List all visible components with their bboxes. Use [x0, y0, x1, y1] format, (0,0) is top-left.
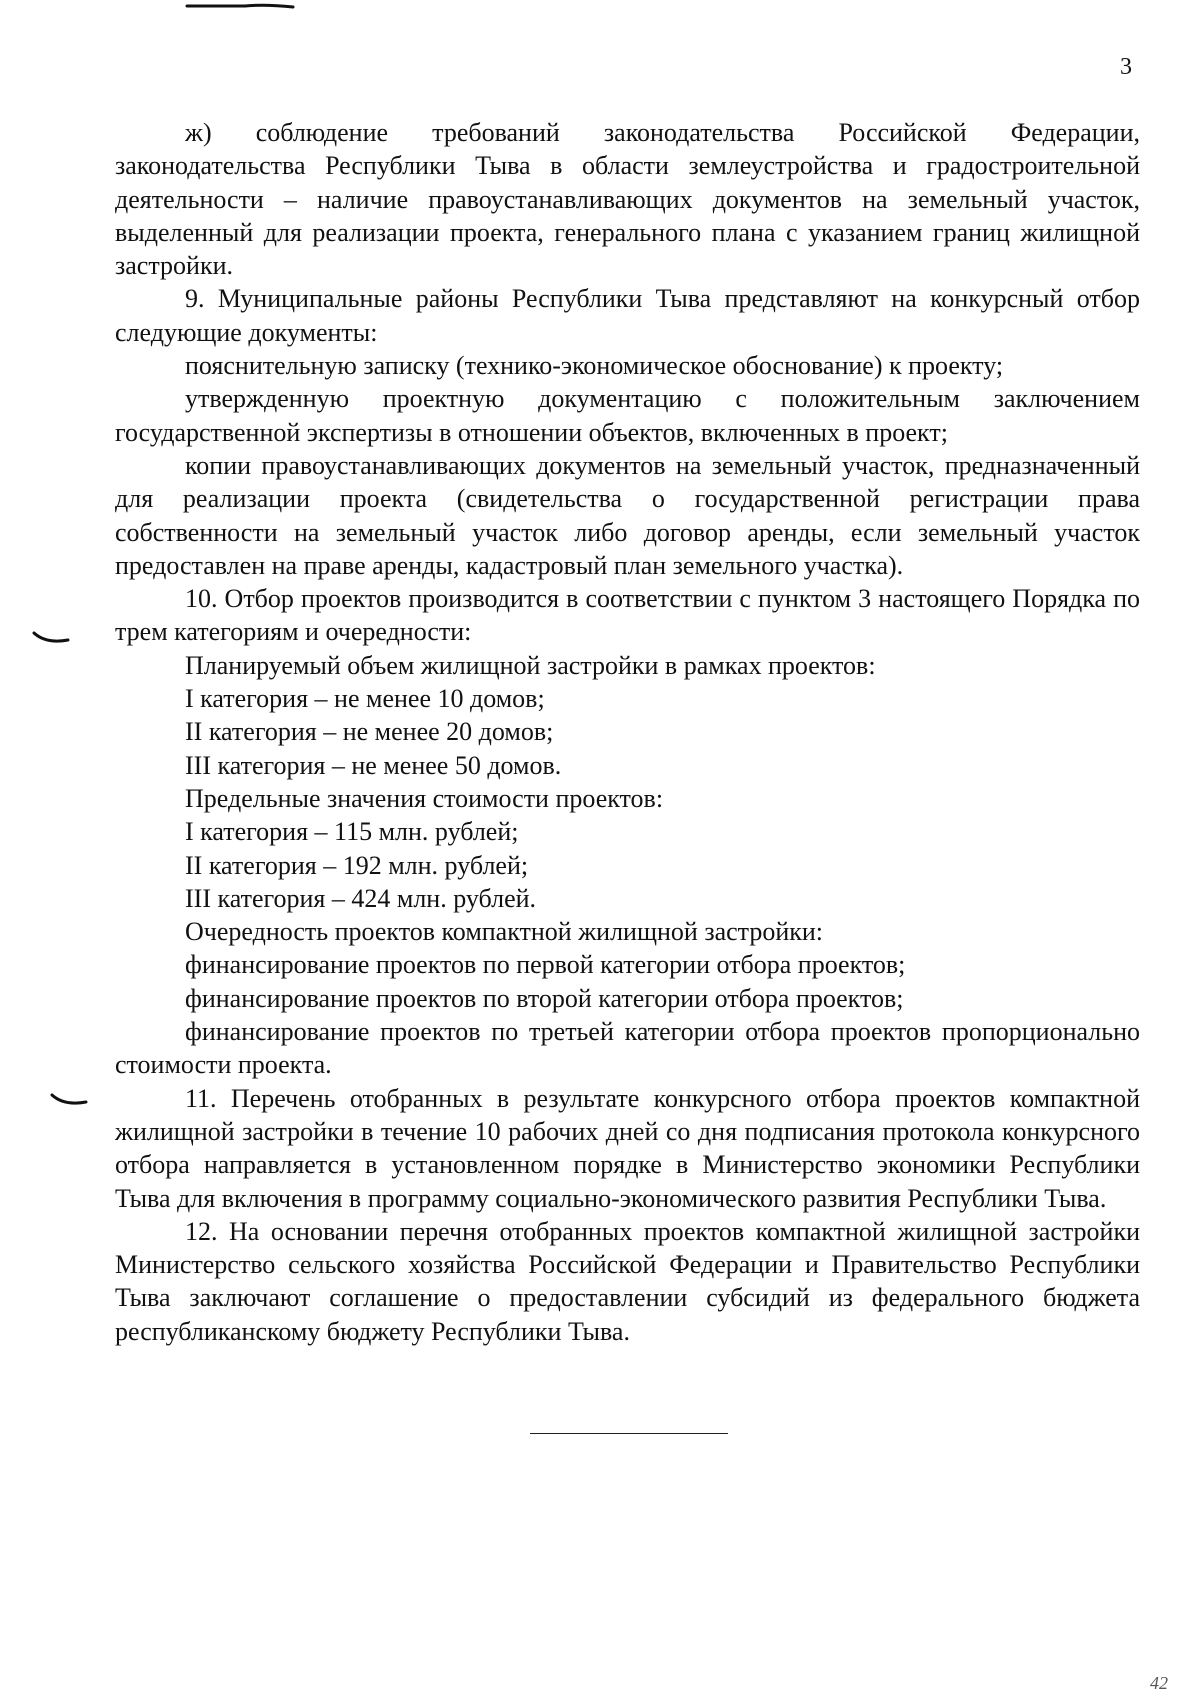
paragraph: пояснительную записку (технико-экономическое обоснование) к проекту;	[185, 351, 1004, 381]
list-item: I категория – 115 млн. рублей;	[185, 817, 519, 847]
paragraph: 10. Отбор проектов производится в соответствии с пунктом 3 настоящего Порядка по трем категориям и очередности:	[115, 584, 1140, 647]
list-item: II категория – не менее 20 домов;	[185, 717, 554, 747]
scan-stroke-icon	[185, 3, 295, 9]
document-body	[115, 116, 1140, 1348]
corner-handwritten-number: 42	[1150, 1673, 1168, 1693]
margin-tick-icon	[32, 630, 70, 646]
paragraph: финансирование проектов по третьей категории отбора проектов пропорционально стоимости проекта.	[115, 1017, 1140, 1080]
list-item: финансирование проектов по второй категории отбора проектов;	[185, 983, 904, 1013]
paragraph: 12. На основании перечня отобранных проектов компактной жилищной застройки Министерство сельского хозяйства Российской Федерации и Правительство Республики Тыва заключают соглашение о предоставлении субсидий из федерального бюджета республиканскому бюджету Республики Тыва.	[115, 1216, 1140, 1346]
paragraph: ж) соблюдение требований законодательства Российской Федерации, законодательства Республики Тыва в области землеустройства и градостроительной деятельности – наличие правоустанавливающих документов на земельный участок, выделенный для реализации проекта, генерального плана с указанием границ жилищной застройки.	[115, 118, 1140, 281]
list-item: I категория – не менее 10 домов;	[185, 684, 545, 714]
list-item: II категория – 192 млн. рублей;	[185, 850, 529, 880]
paragraph: копии правоустанавливающих документов на земельный участок, предназначенный для реализации проекта (свидетельства о государственной регистрации права собственности на земельный участок либо договор аренды, если земельный участок предоставлен на праве аренды, кадастровый план земельного участка).	[115, 450, 1140, 580]
list-item: Очередность проектов компактной жилищной застройки:	[185, 917, 824, 947]
list-item: III категория – не менее 50 домов.	[185, 750, 562, 780]
paragraph: утвержденную проектную документацию с положительным заключением государственной экспертизы в отношении объектов, включенных в проект;	[115, 384, 1140, 447]
paragraph: 9. Муниципальные районы Республики Тыва представляют на конкурсный отбор следующие документы:	[115, 284, 1140, 347]
list-item: финансирование проектов по первой категории отбора проектов;	[185, 950, 906, 980]
end-separator-line	[530, 1433, 728, 1434]
paragraph: 11. Перечень отобранных в результате конкурсного отбора проектов компактной жилищной застройки в течение 10 рабочих дней со дня подписания протокола конкурсного отбора направляется в установленном порядке в Министерство экономики Республики Тыва для включения в программу социально-экономического развития Республики Тыва.	[115, 1083, 1140, 1213]
page-number: 3	[1120, 54, 1132, 80]
list-item: Планируемый объем жилищной застройки в рамках проектов:	[185, 650, 876, 680]
list-item: III категория – 424 млн. рублей.	[185, 883, 537, 913]
list-item: Предельные значения стоимости проектов:	[185, 783, 664, 813]
margin-tick-icon	[50, 1092, 88, 1108]
